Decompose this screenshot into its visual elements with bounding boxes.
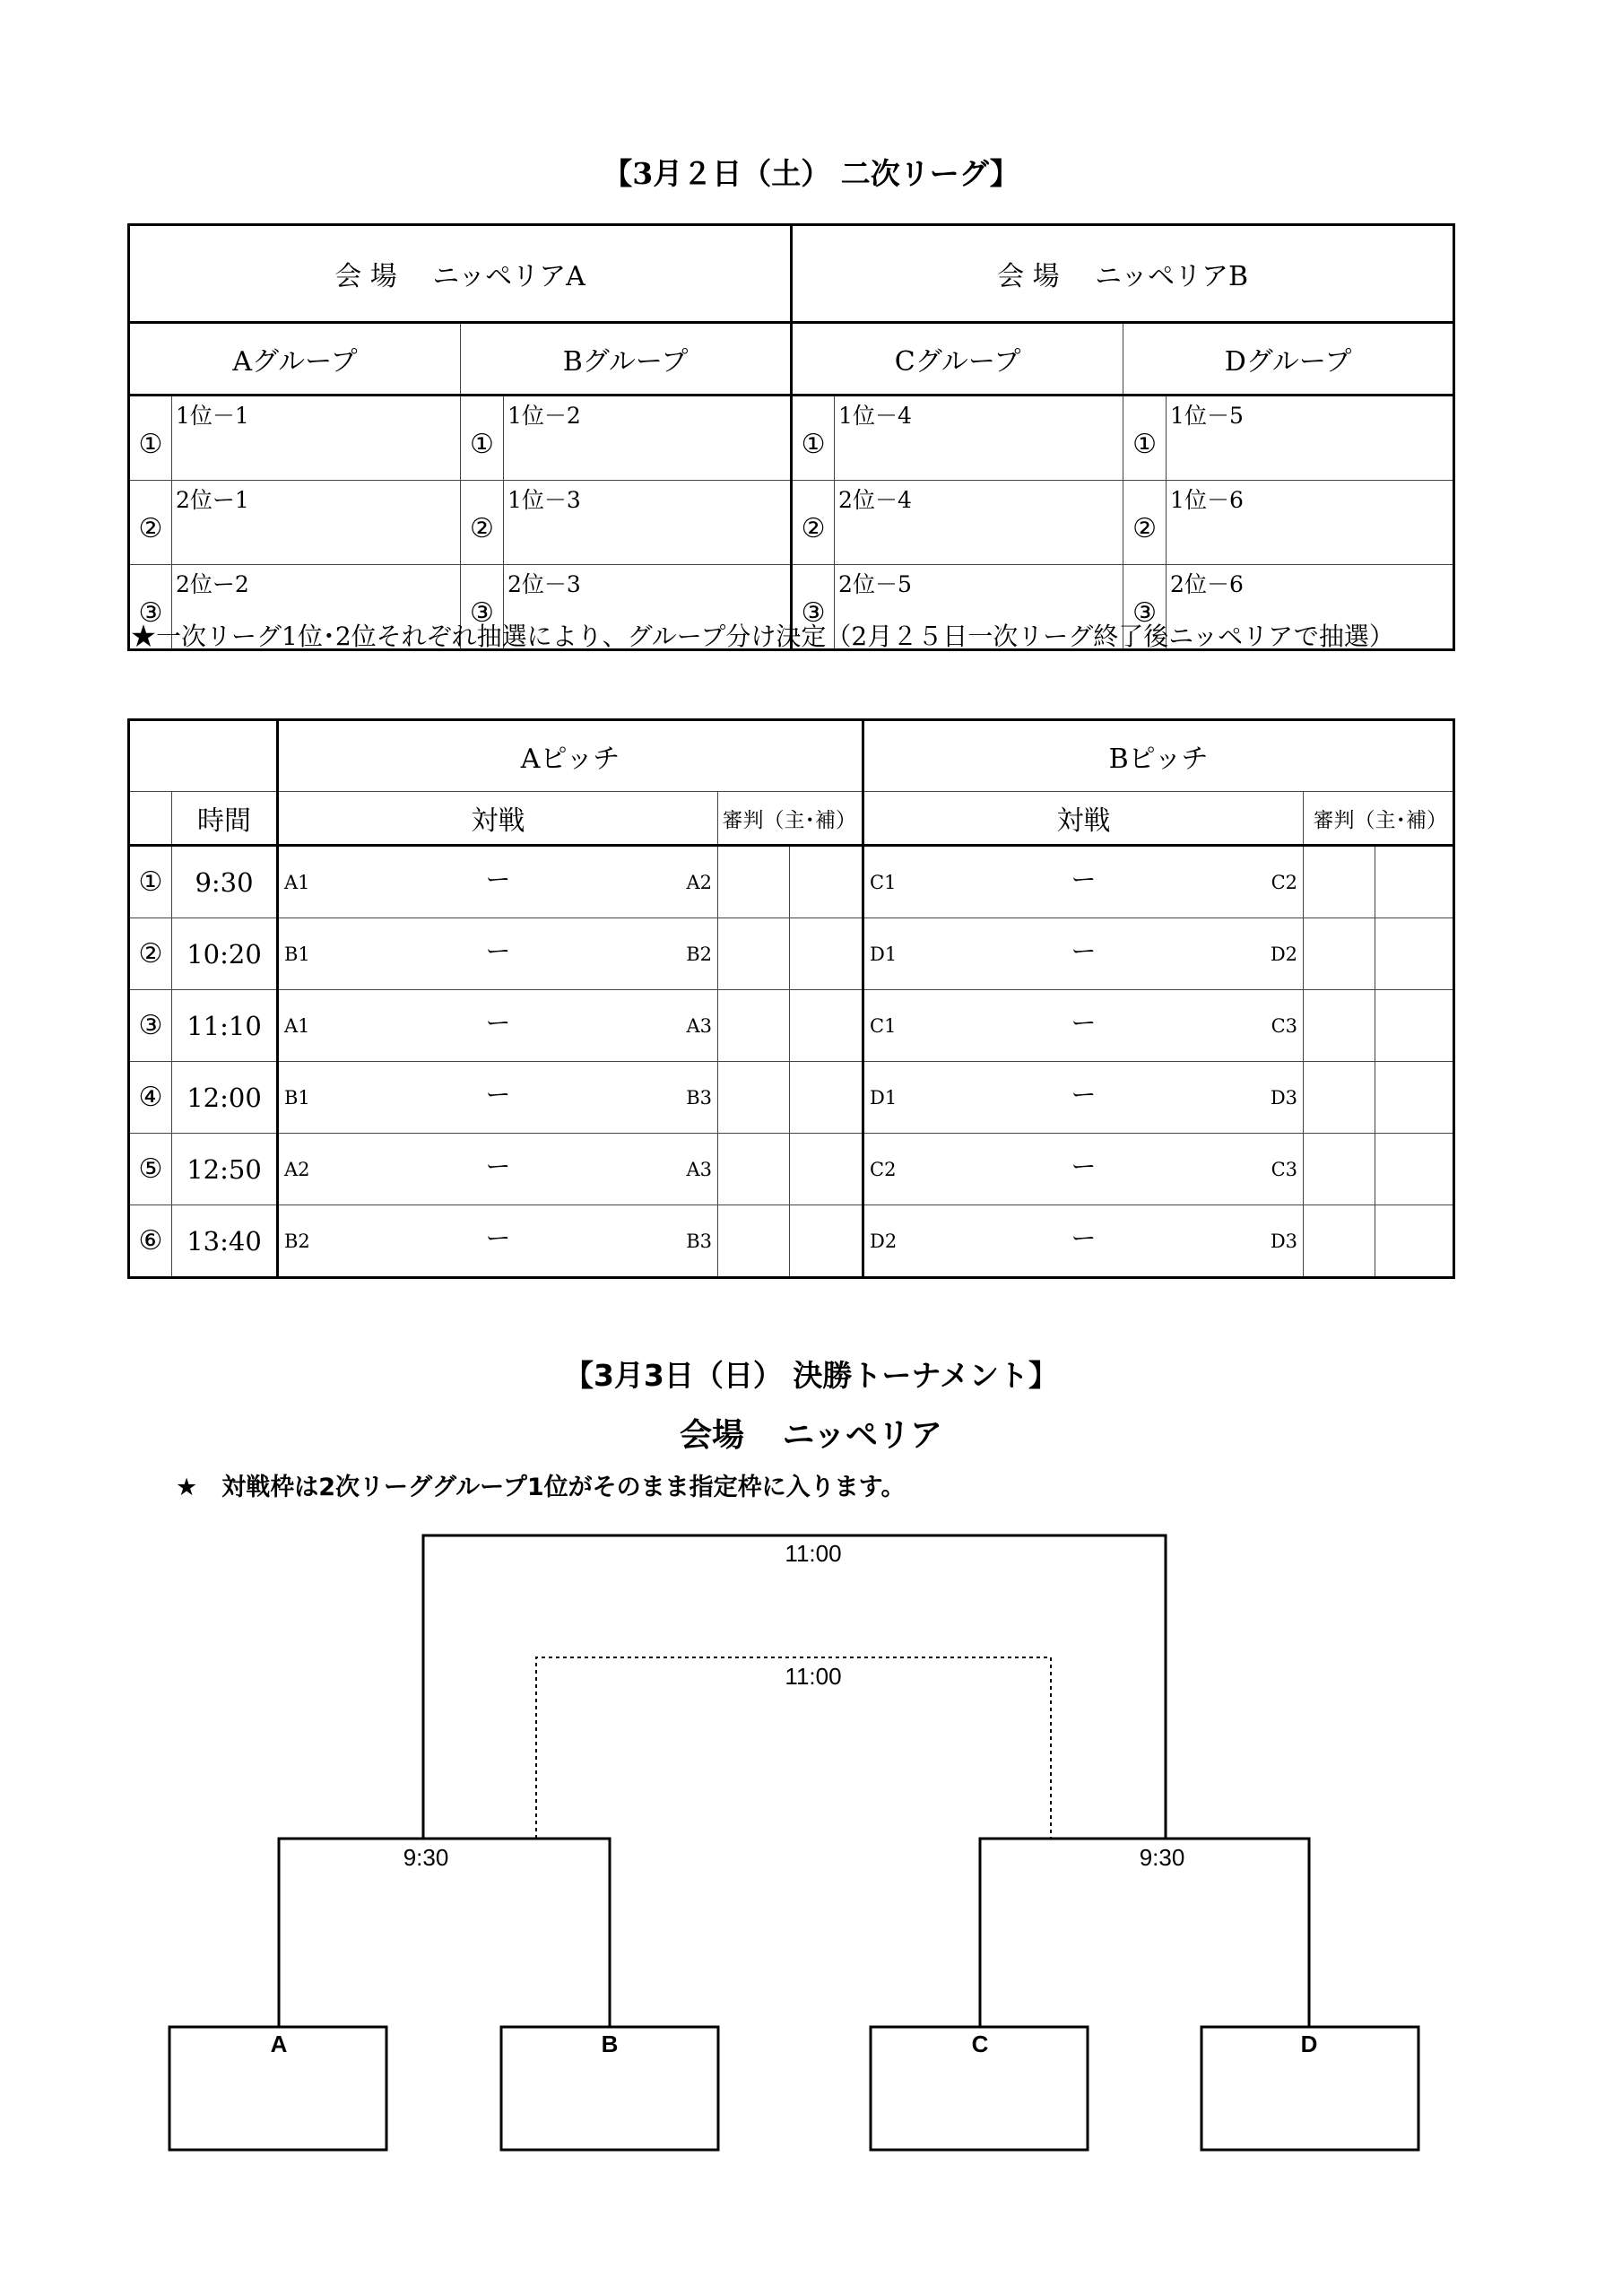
away-team: C2 <box>1271 871 1298 893</box>
row-number: ③ <box>1123 565 1167 650</box>
match-time: 13:40 <box>172 1205 278 1278</box>
day1-title: 【3月２日（土） 二次リーグ】 <box>603 156 1019 191</box>
slot-b-label: B <box>601 2031 619 2057</box>
slot-a-label: A <box>270 2031 288 2057</box>
home-team: C1 <box>870 1014 897 1037</box>
match-time: 11:10 <box>172 990 278 1062</box>
semi-right-time: 9:30 <box>1139 1844 1185 1871</box>
group-b-slot: 1位－3 <box>504 481 792 565</box>
match-header: 対戦 <box>863 792 1304 846</box>
row-number: ③ <box>792 565 835 650</box>
vs-dash: ー <box>1071 864 1097 894</box>
away-team: C3 <box>1271 1158 1298 1180</box>
third-place-time: 11:00 <box>785 1663 842 1690</box>
away-team: B3 <box>686 1230 712 1252</box>
vs-dash: ー <box>1071 1151 1097 1181</box>
group-b-header: Bグループ <box>461 323 792 396</box>
vs-dash: ー <box>485 1007 511 1038</box>
slot-d-label: D <box>1300 2031 1318 2057</box>
away-team: A3 <box>686 1158 712 1180</box>
home-team: C1 <box>870 871 897 893</box>
match-time: 12:50 <box>172 1134 278 1205</box>
row-number: ③ <box>461 565 504 650</box>
venue-b: 会 場 ニッペリアB <box>792 225 1454 323</box>
group-d-slot: 2位－6 <box>1167 565 1454 650</box>
vs-dash: ー <box>1071 1222 1097 1253</box>
day2-title: 【3月3日（日） 決勝トーナメント】 <box>563 1358 1059 1393</box>
pitch-a-header: Aピッチ <box>278 720 863 792</box>
home-team: D1 <box>870 943 898 965</box>
bracket-note: ★ 対戦枠は2次リーググループ1位がそのまま指定枠に入ります。 <box>176 1474 906 1501</box>
group-d-header: Dグループ <box>1123 323 1454 396</box>
away-team: D3 <box>1270 1230 1298 1252</box>
vs-dash: ー <box>485 864 511 894</box>
away-team: B2 <box>686 943 712 965</box>
group-a-slot: 2位ー1 <box>172 481 461 565</box>
match-number: ① <box>129 846 172 918</box>
home-team: B1 <box>284 943 310 965</box>
home-team: A1 <box>284 871 310 893</box>
group-c-slot: 2位－5 <box>835 565 1123 650</box>
away-team: A2 <box>686 871 712 893</box>
vs-dash: ー <box>1071 935 1097 966</box>
slot-c-label: C <box>971 2031 989 2057</box>
group-d-slot: 1位－6 <box>1167 481 1454 565</box>
home-team: D2 <box>870 1230 898 1252</box>
group-c-slot: 1位－4 <box>835 396 1123 481</box>
day2-venue: 会場 ニッペリア <box>679 1417 943 1454</box>
vs-dash: ー <box>485 1151 511 1181</box>
pitch-b-header: Bピッチ <box>863 720 1454 792</box>
vs-dash: ー <box>1071 1007 1097 1038</box>
vs-dash: ー <box>1071 1079 1097 1109</box>
match-header: 対戦 <box>278 792 718 846</box>
row-number: ① <box>129 396 172 481</box>
row-number: ① <box>461 396 504 481</box>
group-b-slot: 1位－2 <box>504 396 792 481</box>
row-number: ② <box>792 481 835 565</box>
venue-a: 会 場 ニッペリアA <box>129 225 792 323</box>
referee-header: 審判（主･補） <box>718 792 863 846</box>
home-team: C2 <box>870 1158 897 1180</box>
lottery-note: ★一次リーグ1位･2位それぞれ抽選により、グループ分け決定（2月２５日一次リーグ終了後ニッペリアで抽選） <box>131 622 1394 651</box>
row-number: ① <box>792 396 835 481</box>
group-c-header: Cグループ <box>792 323 1123 396</box>
away-team: D2 <box>1270 943 1298 965</box>
group-a-header: Aグループ <box>129 323 461 396</box>
home-team: B1 <box>284 1086 310 1109</box>
vs-dash: ー <box>485 935 511 966</box>
group-b-slot: 2位－3 <box>504 565 792 650</box>
row-number: ③ <box>129 565 172 650</box>
row-number: ② <box>461 481 504 565</box>
match-number: ② <box>129 918 172 990</box>
match-number: ③ <box>129 990 172 1062</box>
group-c-slot: 2位－4 <box>835 481 1123 565</box>
away-team: A3 <box>686 1014 712 1037</box>
match-number: ⑤ <box>129 1134 172 1205</box>
match-time: 12:00 <box>172 1062 278 1134</box>
away-team: B3 <box>686 1086 712 1109</box>
match-number: ④ <box>129 1062 172 1134</box>
vs-dash: ー <box>485 1222 511 1253</box>
vs-dash: ー <box>485 1079 511 1109</box>
final-time: 11:00 <box>785 1540 842 1567</box>
home-team: A2 <box>284 1158 310 1180</box>
home-team: B2 <box>284 1230 310 1252</box>
home-team: A1 <box>284 1014 310 1037</box>
home-team: D1 <box>870 1086 898 1109</box>
semi-left-time: 9:30 <box>403 1844 449 1871</box>
match-time: 9:30 <box>172 846 278 918</box>
group-a-slot: 1位－1 <box>172 396 461 481</box>
row-number: ② <box>129 481 172 565</box>
away-team: C3 <box>1271 1014 1298 1037</box>
match-number: ⑥ <box>129 1205 172 1278</box>
away-team: D3 <box>1270 1086 1298 1109</box>
group-a-slot: 2位ー2 <box>172 565 461 650</box>
match-time: 10:20 <box>172 918 278 990</box>
referee-header: 審判（主･補） <box>1304 792 1454 846</box>
row-number: ① <box>1123 396 1167 481</box>
time-header: 時間 <box>172 792 278 846</box>
group-d-slot: 1位－5 <box>1167 396 1454 481</box>
row-number: ② <box>1123 481 1167 565</box>
